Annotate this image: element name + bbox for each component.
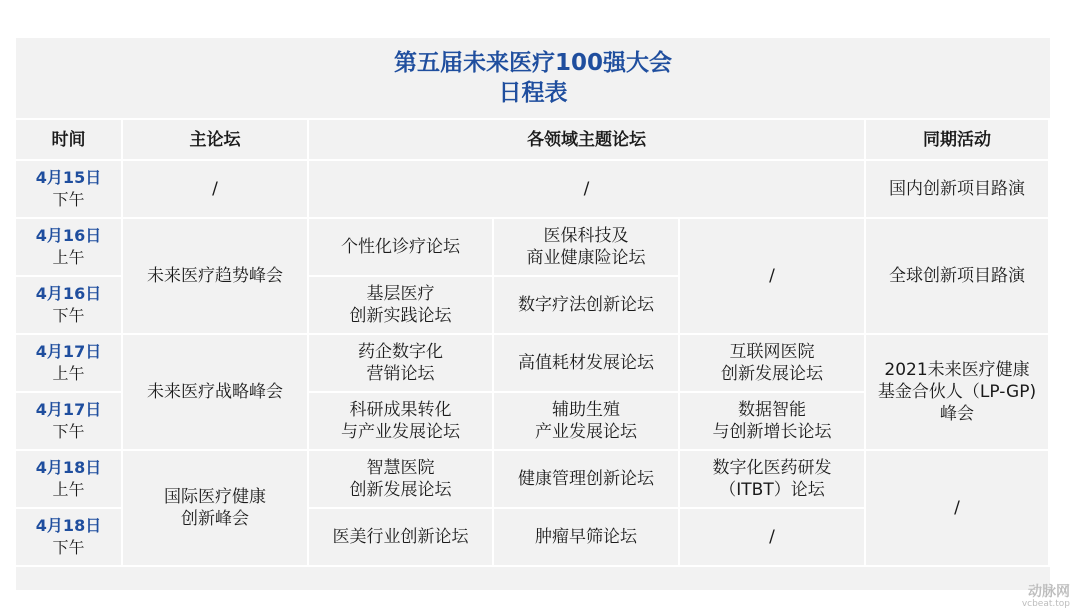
table-row bbox=[16, 219, 1050, 277]
sub-forum-cell: / bbox=[680, 509, 866, 567]
title-band bbox=[16, 38, 1050, 118]
table-row bbox=[16, 161, 1050, 219]
concurrent-cell: 国内创新项目路演 bbox=[866, 161, 1050, 219]
schedule-table bbox=[16, 118, 1050, 567]
time-cell bbox=[16, 335, 123, 393]
period-label: 下午 bbox=[52, 538, 85, 557]
header-concurrent: 同期活动 bbox=[866, 118, 1050, 161]
sub-forum-cell: 数字疗法创新论坛 bbox=[494, 277, 680, 335]
sub-forum-cell: 肿瘤早筛论坛 bbox=[494, 509, 680, 567]
concurrent-cell: / bbox=[866, 451, 1050, 567]
concurrent-cell: 2021未来医疗健康 基金合伙人（LP-GP) 峰会 bbox=[866, 335, 1050, 451]
main-forum-cell: / bbox=[123, 161, 309, 219]
page-subtitle: 日程表 bbox=[498, 80, 568, 106]
watermark-logo: 动脉网 bbox=[1028, 584, 1070, 600]
period-label: 上午 bbox=[52, 248, 85, 267]
date-label: 4月17日 bbox=[35, 342, 102, 361]
date-label: 4月17日 bbox=[35, 400, 102, 419]
concurrent-cell: 全球创新项目路演 bbox=[866, 219, 1050, 335]
sub-forum-cell: 健康管理创新论坛 bbox=[494, 451, 680, 509]
period-label: 下午 bbox=[52, 190, 85, 209]
table-row bbox=[16, 335, 1050, 393]
period-label: 下午 bbox=[52, 422, 85, 441]
page-title: 第五届未来医疗100强大会 bbox=[393, 50, 672, 76]
date-label: 4月18日 bbox=[35, 458, 102, 477]
date-label: 4月16日 bbox=[35, 226, 102, 245]
time-cell bbox=[16, 161, 123, 219]
sub-forum-cell: 个性化诊疗论坛 bbox=[309, 219, 494, 277]
time-cell bbox=[16, 219, 123, 277]
date-label: 4月16日 bbox=[35, 284, 102, 303]
date-label: 4月15日 bbox=[35, 168, 102, 187]
time-cell bbox=[16, 277, 123, 335]
sub-forum-cell: 辅助生殖 产业发展论坛 bbox=[494, 393, 680, 451]
sub-forum-cell: 科研成果转化 与产业发展论坛 bbox=[309, 393, 494, 451]
watermark-url: vcbeat.top bbox=[1021, 599, 1070, 609]
main-forum-cell: 未来医疗趋势峰会 bbox=[123, 219, 309, 335]
main-forum-cell: 国际医疗健康 创新峰会 bbox=[123, 451, 309, 567]
period-label: 上午 bbox=[52, 480, 85, 499]
sub-forum-cell: 高值耗材发展论坛 bbox=[494, 335, 680, 393]
main-forum-cell: 未来医疗战略峰会 bbox=[123, 335, 309, 451]
period-label: 上午 bbox=[52, 364, 85, 383]
sub-forum-cell: 医保科技及 商业健康险论坛 bbox=[494, 219, 680, 277]
sub-forum-cell: 医美行业创新论坛 bbox=[309, 509, 494, 567]
sub-forum-cell: 互联网医院 创新发展论坛 bbox=[680, 335, 866, 393]
time-cell bbox=[16, 509, 123, 567]
header-time: 时间 bbox=[16, 118, 123, 161]
sub-forum-cell: 数字化医药研发 （ITBT）论坛 bbox=[680, 451, 866, 509]
watermark bbox=[1022, 586, 1070, 610]
sub-forum-cell: 智慧医院 创新发展论坛 bbox=[309, 451, 494, 509]
date-label: 4月18日 bbox=[35, 516, 102, 535]
period-label: 下午 bbox=[52, 306, 85, 325]
header-sub-forums: 各领域主题论坛 bbox=[309, 118, 866, 161]
time-cell bbox=[16, 451, 123, 509]
sub-forum-cell: 药企数字化 营销论坛 bbox=[309, 335, 494, 393]
sub-forum-cell: 数据智能 与创新增长论坛 bbox=[680, 393, 866, 451]
sub-forum-cell: / bbox=[309, 161, 866, 219]
header-main-forum: 主论坛 bbox=[123, 118, 309, 161]
time-cell bbox=[16, 393, 123, 451]
header-row bbox=[16, 118, 1050, 161]
sub-forum-cell: / bbox=[680, 219, 866, 335]
table-row bbox=[16, 451, 1050, 509]
sub-forum-cell: 基层医疗 创新实践论坛 bbox=[309, 277, 494, 335]
